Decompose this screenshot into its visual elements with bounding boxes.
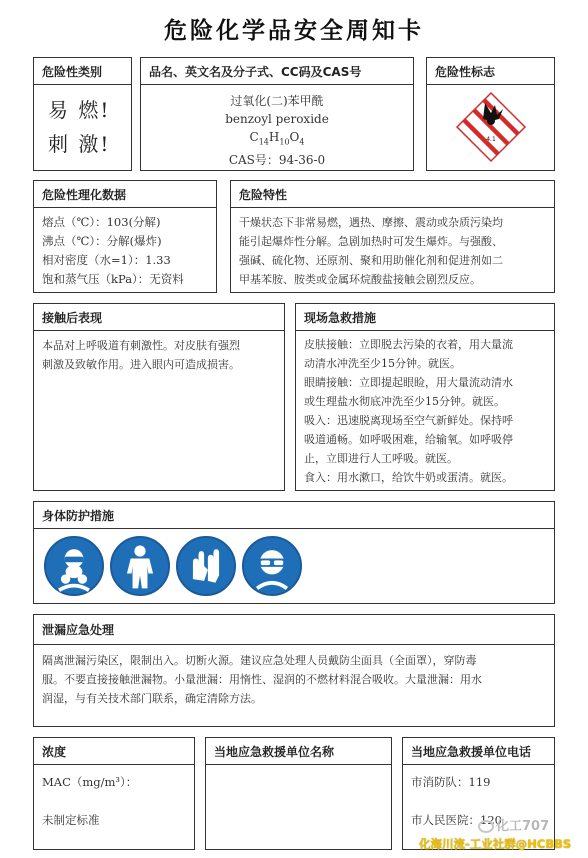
physchem-line: 相对密度（水=1）：1.33 — [42, 253, 171, 267]
physchem-line: 熔点（℃）：103(分解) — [42, 215, 161, 229]
spill-box — [33, 614, 555, 727]
first-aid-line: 吸入：迅速脱离现场至空气新鲜处。保持呼 — [304, 414, 513, 427]
goggles-icon — [242, 536, 302, 596]
physchem-header: 危险性理化数据 — [34, 181, 216, 208]
hazard-category-item: 刺 激! — [48, 132, 111, 156]
first-aid-line: 止，立即进行人工呼吸。就医。 — [304, 452, 458, 465]
page-title: 危险化学品安全周知卡 — [164, 18, 424, 44]
concentration-box — [33, 737, 195, 850]
first-aid-line: 眼睛接触：立即提起眼睑，用大量流动清水 — [304, 376, 513, 389]
name-box — [140, 57, 414, 171]
local-phone-header: 当地应急救援单位电话 — [403, 738, 554, 765]
first-aid-line: 或生理盐水彻底冲洗至少15分钟。就医。 — [304, 395, 505, 408]
name-header: 品名、英文名及分子式、CC码及CAS号 — [141, 58, 413, 85]
hazard-category-header: 危险性类别 — [34, 58, 131, 85]
hazard-sign-box — [426, 57, 555, 171]
first-aid-line: 皮肤接触：立即脱去污染的衣着，用大量流 — [304, 338, 513, 351]
chemical-en-name: benzoyl peroxide — [225, 112, 329, 126]
chemical-formula: $C_{14}H_{10}O_4$ — [249, 130, 305, 147]
hazard-props-line: 干燥状态下非常易燃，遇热、摩擦、震动或杂质污染均 — [239, 216, 503, 229]
exposure-box — [33, 303, 285, 491]
spill-line: 润湿，与有关技术部门联系，确定清除方法。 — [42, 692, 262, 705]
gloves-icon — [176, 536, 236, 596]
hazard-props-line: 强碱、硫化物、还原剂、聚和用助催化剂和促进剂如二 — [239, 254, 503, 267]
physchem-line: 饱和蒸气压（kPa）：无资料 — [42, 272, 184, 286]
first-aid-header: 现场急救措施 — [296, 304, 554, 331]
exposure-line: 本品对上呼吸道有刺激性。对皮肤有强烈 — [42, 339, 240, 352]
spill-line: 服。不要直接接触泄漏物。小量泄漏：用惰性、湿润的不燃材料混合吸收。大量泄漏：用水 — [42, 673, 482, 686]
watermark-group-text: 化海川流-工业社群@HCBBS — [419, 837, 572, 851]
first-aid-line: 食入：用水漱口，给饮牛奶或蛋清。就医。 — [304, 471, 513, 484]
fire-phone: 市消防队：119 — [411, 775, 491, 789]
hazard-category-box — [33, 57, 132, 171]
hazard-category-item: 易 燃! — [48, 98, 111, 122]
concentration-header: 浓度 — [34, 738, 194, 765]
ppe-box — [33, 501, 555, 604]
hazard-props-box — [230, 180, 555, 293]
mac-value: 未制定标准 — [42, 813, 100, 827]
protective-suit-icon — [110, 536, 170, 596]
first-aid-line: 动清水冲洗至少15分钟。就医。 — [304, 357, 461, 370]
spill-line: 隔离泄漏污染区，限制出入。切断火源。建议应急处理人员戴防尘面具（全面罩），穿防毒 — [42, 654, 477, 667]
explosive-hazard-diamond-icon — [455, 91, 527, 163]
spill-header: 泄漏应急处理 — [34, 615, 554, 645]
svg-text:4.1: 4.1 — [486, 136, 496, 143]
hospital-phone: 市人民医院：120 — [411, 813, 502, 827]
physchem-box — [33, 180, 217, 293]
local-unit-header: 当地应急救援单位名称 — [206, 738, 391, 765]
watermark-logo-icon — [478, 820, 494, 833]
hazard-sign-header: 危险性标志 — [427, 58, 554, 85]
respirator-icon — [44, 536, 104, 596]
hazard-props-line: 甲基苯胺、胺类或金属环烷酸盐接触会剧烈反应。 — [239, 273, 481, 286]
exposure-line: 刺激及致敏作用。进入眼内可造成损害。 — [42, 358, 240, 371]
cas-number: CAS号：94-36-0 — [228, 153, 326, 168]
first-aid-line: 吸道通畅。如呼吸困难，给输氧。如呼吸停 — [304, 433, 513, 446]
ppe-header: 身体防护措施 — [34, 502, 554, 529]
local-unit-box — [205, 737, 392, 850]
physchem-line: 沸点（℃）：分解(爆炸) — [42, 234, 162, 248]
first-aid-box — [295, 303, 555, 491]
mac-label: MAC（mg/m³）： — [42, 775, 138, 789]
exposure-header: 接触后表现 — [34, 304, 284, 331]
chemical-cn-name: 过氧化(二)苯甲酰 — [230, 94, 324, 108]
watermark-logo: 化工707 — [478, 815, 549, 834]
hazard-props-header: 危险特性 — [231, 181, 554, 208]
hazard-props-line: 能引起爆炸性分解。急剧加热时可发生爆炸。与强酸、 — [239, 235, 503, 248]
